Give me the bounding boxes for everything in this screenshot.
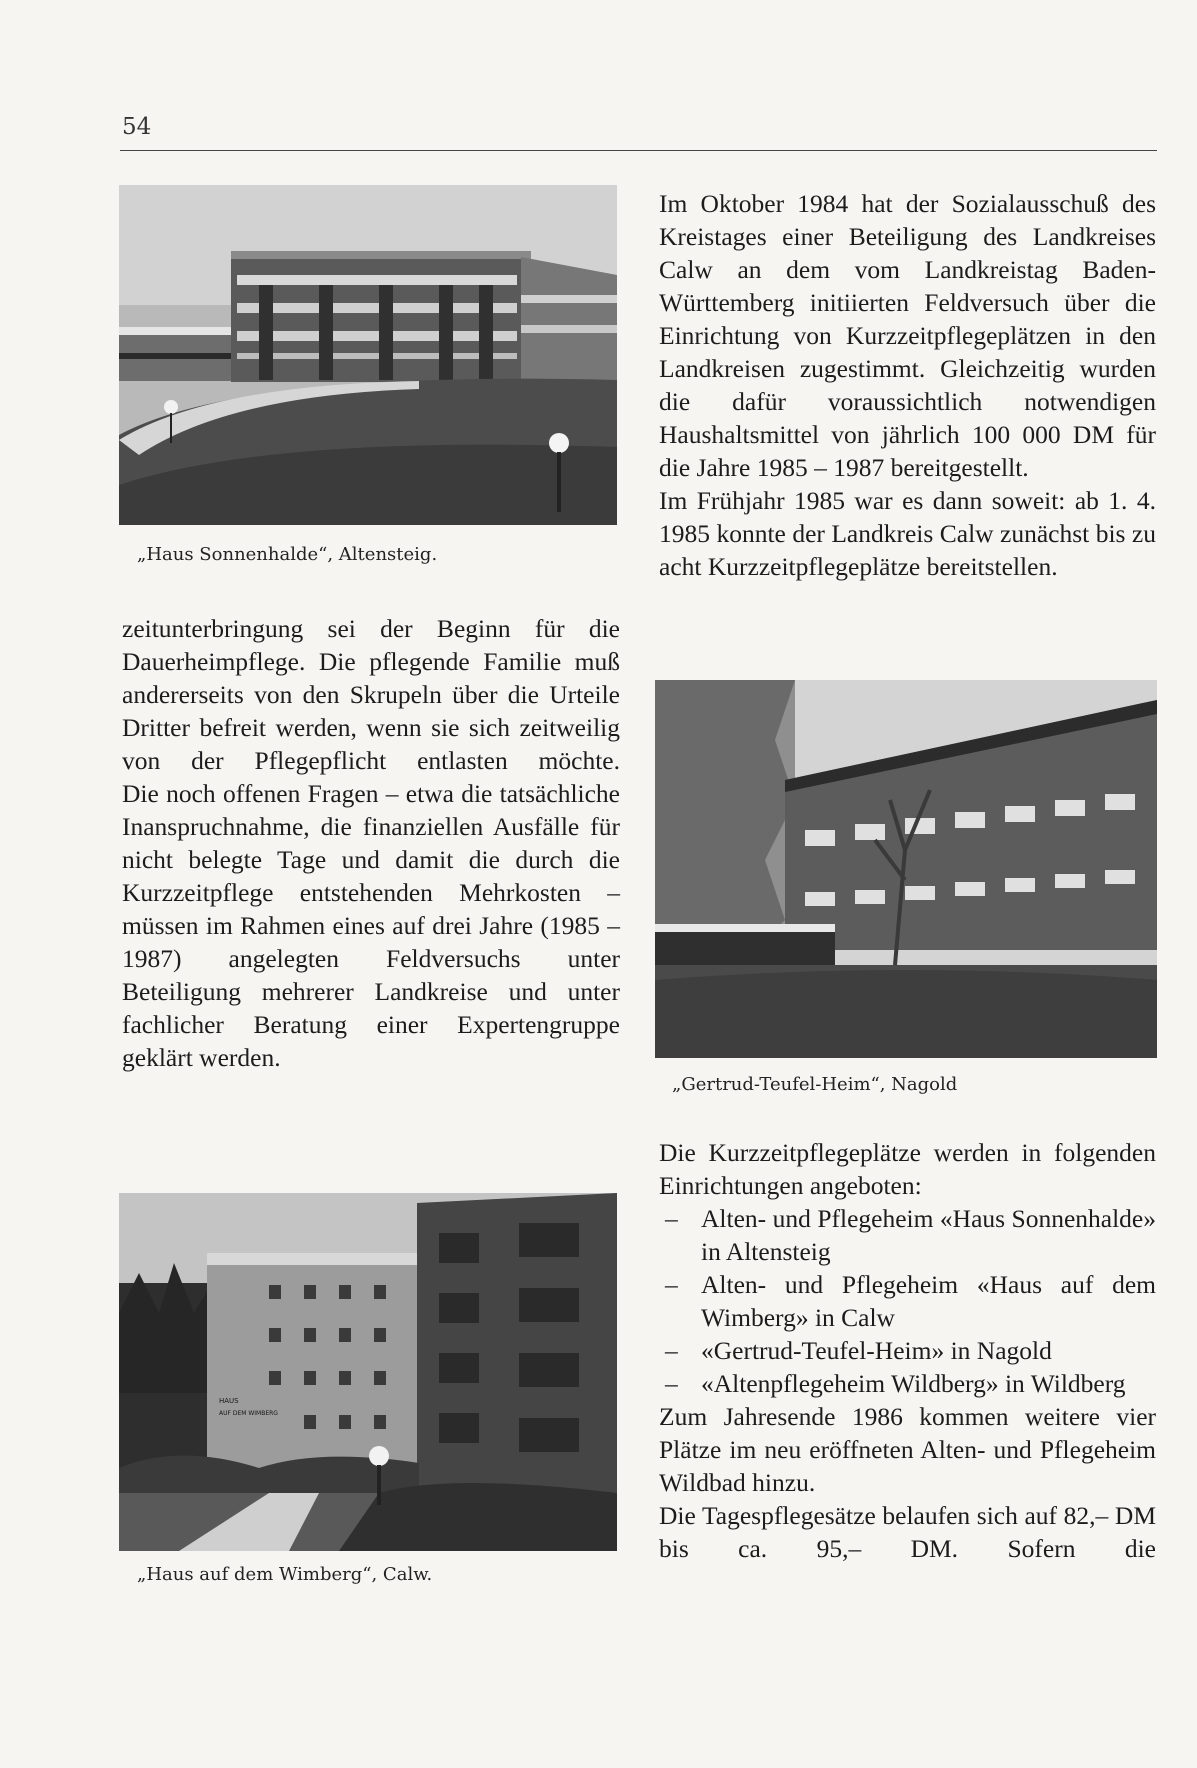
building-sign-line-2: AUF DEM WIMBERG: [219, 1410, 278, 1417]
right-paragraph-1: Im Oktober 1984 hat der Sozialausschuß des Kreistages einer Beteiligung des Landkreises Calw an dem vom Landkreistag Baden-Württemberg initiierten Feldversuch über die Einrichtung von Kurzzeitpflegeplätzen in den Landkreisen zugestimmt. Gleichzeitig wurden die dafür voraussichtlich notwendigen Haushaltsmittel von jährlich 100 000 DM für die Jahre 1985 – 1987 bereitgestellt.: [659, 189, 1156, 482]
right-paragraph-5: Die Tagespflegesätze belaufen sich auf 82,– DM bis ca. 95,– DM. Sofern die: [659, 1501, 1156, 1563]
right-paragraph-2: Im Frühjahr 1985 war es dann soweit: ab 1. 4. 1985 konnte der Landkreis Calw zunächst bis zu acht Kurzzeitpflegeplätze bereitstellen.: [659, 486, 1156, 581]
left-text-column: [122, 612, 620, 1074]
list-item: – Alten- und Pflegeheim «Haus Sonnenhalde» in Altensteig: [665, 1204, 1156, 1266]
left-paragraph-2: Die noch offenen Fragen – etwa die tatsächliche Inanspruchnahme, die finanziellen Ausfälle für nicht belegte Tage und damit die durch die Kurzzeitpflege entstehenden Mehrkosten – müssen im Rahmen eines auf drei Jahre (1985 – 1987) angelegten Feldversuchs unter Beteiligung mehrerer Landkreise und unter fachlicher Beratung einer Expertengruppe geklärt werden.: [122, 779, 620, 1072]
list-dash: –: [665, 1270, 678, 1299]
left-paragraph-1: zeitunterbringung sei der Beginn für die Dauerheimpflege. Die pflegende Familie muß andererseits von den Skrupeln über die Urteile Dritter befreit werden, wenn sie sich zeitweilig von der Pflegepflicht entlasten möchte.: [122, 614, 620, 775]
building-sign-line-1: HAUS: [219, 1397, 239, 1405]
photo-caption: „Haus Sonnenhalde“, Altensteig.: [137, 544, 438, 565]
header-rule: [120, 150, 1157, 151]
list-item: – «Altenpflegeheim Wildberg» in Wildberg: [665, 1369, 1126, 1398]
list-dash: –: [665, 1336, 678, 1365]
right-text-column-top: [659, 187, 1156, 583]
photo-haus-auf-dem-wimberg: [119, 1193, 617, 1551]
list-dash: –: [665, 1369, 678, 1398]
list-dash: –: [665, 1204, 678, 1233]
photo-caption: „Gertrud-Teufel-Heim“, Nagold: [672, 1074, 958, 1095]
facility-list: [659, 1202, 1156, 1400]
right-text-column-bottom: [659, 1136, 1156, 1565]
right-paragraph-3: Die Kurzzeitpflegeplätze werden in folgenden Einrichtungen angeboten:: [659, 1138, 1156, 1200]
list-item: – Alten- und Pflegeheim «Haus auf dem Wimberg» in Calw: [665, 1270, 1156, 1332]
right-paragraph-4: Zum Jahresende 1986 kommen weitere vier Plätze im neu eröffneten Alten- und Pflegeheim Wildbad hinzu.: [659, 1402, 1156, 1497]
photo-caption: „Haus auf dem Wimberg“, Calw.: [137, 1564, 433, 1585]
photo-gertrud-teufel-heim: [655, 680, 1157, 1058]
list-item: – «Gertrud-Teufel-Heim» in Nagold: [665, 1336, 1052, 1365]
photo-haus-sonnenhalde: [119, 185, 617, 525]
page-number: 54: [122, 114, 152, 140]
